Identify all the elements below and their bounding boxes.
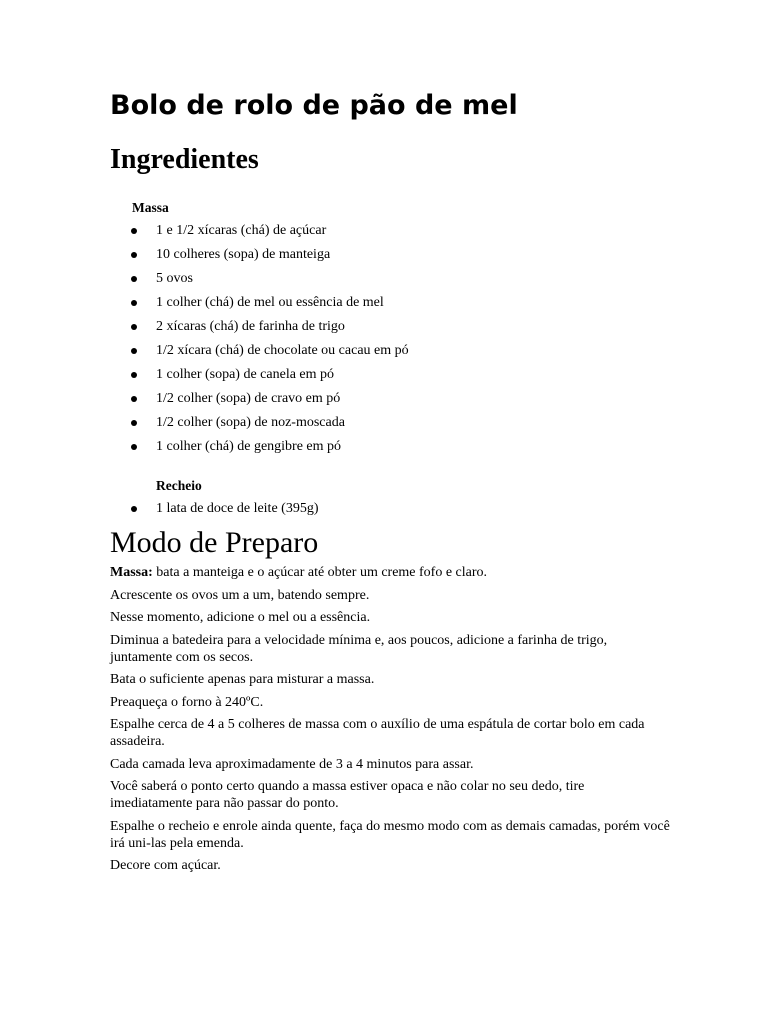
step-paragraph: Decore com açúcar. [110, 858, 221, 873]
bullet-icon [131, 506, 137, 512]
bullet-icon [131, 228, 137, 234]
step-paragraph: Diminua a batedeira para a velocidade mínima e, aos poucos, adicione a farinha de trigo, juntamente com os secos. [110, 632, 608, 665]
step-paragraph: Preaqueça o forno à 240ºC. [110, 694, 264, 710]
step-paragraph: Acrescente os ovos um a um, batendo sempre. [110, 587, 370, 603]
bullet-icon [131, 252, 137, 258]
bullet-icon [131, 420, 137, 426]
bullet-icon [131, 276, 137, 282]
step-paragraph: Nesse momento, adicione o mel ou a essência. [110, 610, 371, 625]
ingredients-heading: Ingredientes [110, 144, 259, 175]
recheio-subheading: Recheio [156, 478, 202, 493]
bullet-icon [131, 396, 137, 402]
step-paragraph: Bata o suficiente apenas para misturar a massa. [110, 672, 375, 687]
massa-subheading: Massa [132, 200, 169, 215]
step-paragraph: Espalhe o recheio e enrole ainda quente, faça do mesmo modo com as demais camadas, porém você irá uni-las pela emenda. [110, 818, 670, 851]
step-paragraph: Cada camada leva aproximadamente de 3 a 4 minutos para assar. [110, 756, 474, 772]
bullet-icon [131, 372, 137, 378]
document-page: Bolo de rolo de pão de mel Ingredientes Massa 1 e 1/2 xícaras (chá) de açúcar 10 colheres (sopa) de manteiga 5 ovos 1 colher (chá) de mel ou essência de mel 2 xícaras (chá) de farinha de trigo 1/2 xícara (chá) de chocolate ou cacau em pó 1 colher (sopa) de canela em pó 1/2 colher (sopa) de cravo em pó 1/2 colher (sopa) de noz-moscada 1 colher (chá) de gengibre em pó Recheio 1 lata de doce de leite (395g) Modo de Preparo Massa: bata a manteiga e o açúcar até obter um creme fofo e claro. Acrescente os ovos um a um, batendo sempre. Nesse momento, adicione o mel ou a essência. Diminua a batedeira para a velocidade mínima e, aos poucos, adicione a farinha de trigo, juntamente com os secos. Bata o suficiente apenas para misturar a massa. Preaqueça o forno à 240ºC. Espalhe cerca de 4 a 5 colheres de massa com o auxílio de uma espátula de cortar bolo em cada assadeira. Cada camada leva aproximadamente de 3 a 4 minutos para assar. Você saberá o ponto certo quando a massa estiver opaca e não colar no seu dedo, tire imediatamente para não passar do ponto. Espalhe o recheio e enrole ainda quente, faça do mesmo modo com as demais camadas, porém você irá uni-las pela emenda. Decore com açúcar. [0, 0, 768, 1024]
step-paragraph: Massa: bata a manteiga e o açúcar até obter um creme fofo e claro. [110, 565, 488, 580]
step-paragraph: Espalhe cerca de 4 a 5 colheres de massa com o auxílio de uma espátula de cortar bolo em cada assadeira. [110, 717, 645, 749]
bullet-icon [131, 348, 137, 354]
preparation-heading: Modo de Preparo [110, 526, 319, 559]
bullet-icon [131, 324, 137, 330]
recipe-title: Bolo de rolo de pão de mel [110, 90, 518, 121]
preparation-steps [110, 564, 670, 880]
bullet-icon [131, 444, 137, 450]
step-paragraph: Você saberá o ponto certo quando a massa estiver opaca e não colar no seu dedo, tire imediatamente para não passar do ponto. [110, 779, 585, 811]
bullet-icon [131, 300, 137, 306]
step-label: Massa: [110, 565, 153, 580]
